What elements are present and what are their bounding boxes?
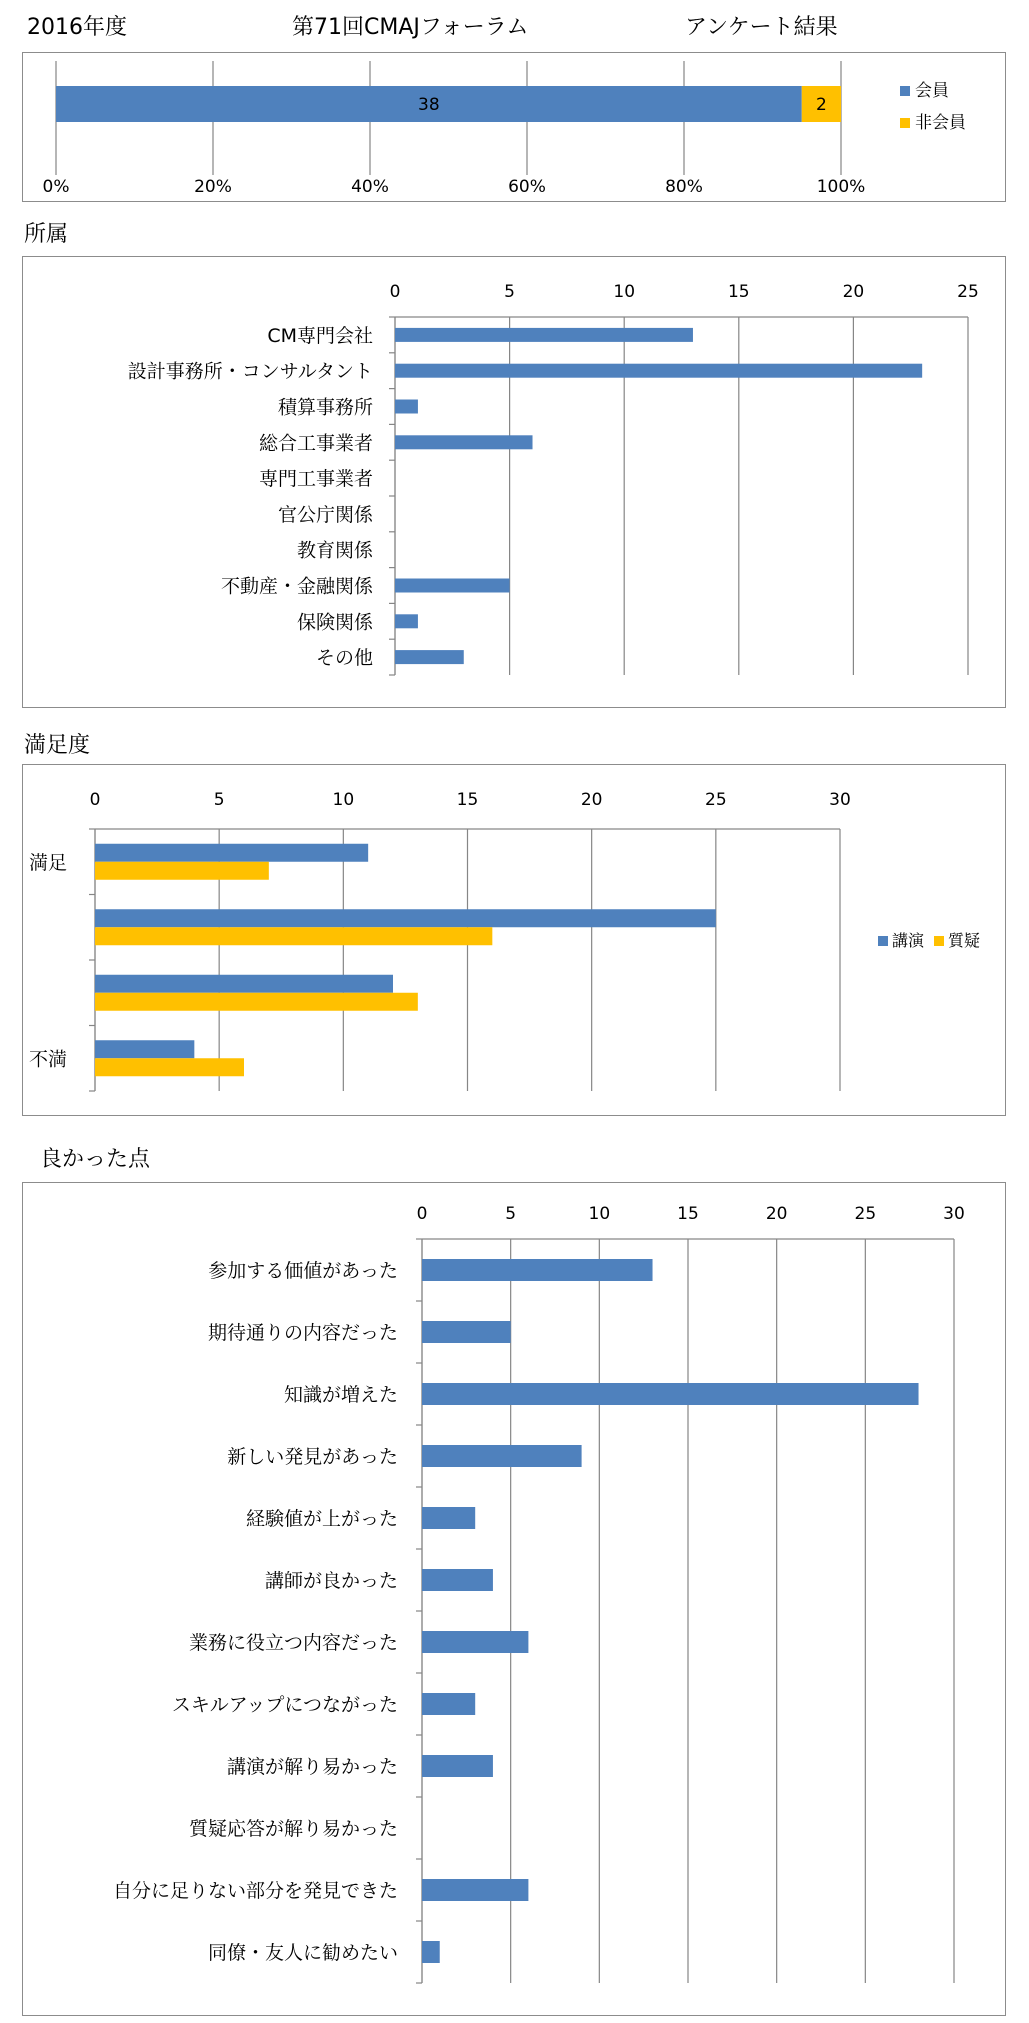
bar xyxy=(95,909,716,927)
header-result-title: アンケート結果 xyxy=(685,15,838,40)
member-ratio-chart xyxy=(23,53,1007,203)
legend-swatch xyxy=(900,86,910,96)
x-tick-label: 15 xyxy=(727,282,750,302)
category-label: 専門工事業者 xyxy=(258,468,373,491)
bar xyxy=(95,1058,244,1076)
bar xyxy=(395,650,464,664)
x-tick-label: 5 xyxy=(505,1204,517,1224)
bar xyxy=(395,328,693,342)
x-tick-label: 15 xyxy=(456,790,479,810)
x-tick-label: 30 xyxy=(943,1204,965,1224)
category-label: 同僚・友人に勧めたい xyxy=(207,1942,398,1964)
category-label: 業務に役立つ内容だった xyxy=(188,1632,398,1654)
x-tick-label: 10 xyxy=(332,790,355,810)
category-label: 積算事務所 xyxy=(277,396,373,419)
satisfaction-chart-frame xyxy=(22,764,1006,1116)
x-tick-label: 40% xyxy=(351,177,389,197)
section-title-affiliation: 所属 xyxy=(24,222,69,247)
bar xyxy=(95,927,492,945)
category-label: 知識が増えた xyxy=(283,1384,398,1406)
bar xyxy=(395,614,418,628)
x-tick-label: 10 xyxy=(588,1204,611,1224)
x-tick-label: 10 xyxy=(613,282,636,302)
category-label: 質疑応答が解り易かった xyxy=(188,1818,398,1840)
legend-swatch xyxy=(934,936,944,946)
bar xyxy=(422,1631,528,1653)
x-tick-label: 0 xyxy=(89,790,101,810)
data-label: 2 xyxy=(815,95,827,115)
bar xyxy=(422,1321,511,1343)
legend-label: 講演 xyxy=(892,931,925,950)
satisfaction-chart xyxy=(23,765,1007,1117)
section-title-satisfaction: 満足度 xyxy=(24,733,91,758)
x-tick-label: 80% xyxy=(665,177,703,197)
legend-label: 会員 xyxy=(915,81,949,101)
good-points-chart xyxy=(23,1183,1007,2017)
category-label: 官公庁関係 xyxy=(277,503,373,526)
legend-label: 非会員 xyxy=(915,113,966,133)
x-tick-label: 20 xyxy=(580,790,603,810)
category-label: 講演が解り易かった xyxy=(226,1756,398,1778)
x-tick-label: 20 xyxy=(842,282,865,302)
x-tick-label: 30 xyxy=(829,790,851,810)
bar xyxy=(95,844,368,862)
header-forum-title: 第71回CMAJフォーラム xyxy=(292,15,529,40)
x-tick-label: 60% xyxy=(508,177,546,197)
category-label: その他 xyxy=(315,647,373,670)
x-tick-label: 100% xyxy=(816,177,866,197)
category-label: 参加する価値があった xyxy=(208,1260,398,1282)
bar xyxy=(422,1383,919,1405)
x-tick-label: 0 xyxy=(416,1204,428,1224)
category-label: 保険関係 xyxy=(296,611,373,634)
legend-swatch xyxy=(900,118,910,128)
category-label: 教育関係 xyxy=(296,539,373,562)
category-label: 満足 xyxy=(29,851,68,874)
bar xyxy=(422,1507,475,1529)
member-ratio-chart-frame xyxy=(22,52,1006,202)
bar xyxy=(395,364,922,378)
x-tick-label: 0 xyxy=(389,282,401,302)
x-tick-label: 15 xyxy=(677,1204,699,1224)
category-label: 総合工事業者 xyxy=(258,432,373,455)
legend-label: 質疑 xyxy=(948,931,981,950)
bar xyxy=(95,975,393,993)
bar xyxy=(95,1040,194,1058)
category-label: CM専門会社 xyxy=(267,324,373,347)
x-tick-label: 5 xyxy=(504,282,516,302)
affiliation-chart-frame xyxy=(22,256,1006,708)
good-points-chart-frame xyxy=(22,1182,1006,2016)
bar xyxy=(395,400,418,414)
category-label: 設計事務所・コンサルタント xyxy=(127,360,373,383)
bar xyxy=(95,993,418,1011)
x-tick-label: 25 xyxy=(957,282,979,302)
bar xyxy=(422,1569,493,1591)
category-label: 不満 xyxy=(29,1048,68,1071)
legend-swatch xyxy=(878,936,888,946)
bar xyxy=(395,435,533,449)
bar xyxy=(95,862,269,880)
bar xyxy=(422,1693,475,1715)
header-year: 2016年度 xyxy=(27,15,127,40)
bar xyxy=(422,1259,653,1281)
affiliation-chart xyxy=(23,257,1007,709)
x-tick-label: 0% xyxy=(42,177,70,197)
x-tick-label: 5 xyxy=(213,790,225,810)
data-label: 38 xyxy=(418,95,440,115)
category-label: 自分に足りない部分を発見できた xyxy=(112,1880,398,1902)
x-tick-label: 20% xyxy=(194,177,232,197)
section-title-good-points: 良かった点 xyxy=(40,1147,151,1172)
category-label: 新しい発見があった xyxy=(227,1446,398,1468)
category-label: 不動産・金融関係 xyxy=(220,575,373,598)
category-label: 経験値が上がった xyxy=(245,1508,398,1530)
x-tick-label: 20 xyxy=(765,1204,788,1224)
bar xyxy=(422,1445,582,1467)
x-tick-label: 25 xyxy=(705,790,727,810)
category-label: 講師が良かった xyxy=(264,1570,398,1592)
bar xyxy=(422,1941,440,1963)
bar xyxy=(422,1755,493,1777)
category-label: 期待通りの内容だった xyxy=(207,1322,398,1344)
category-label: スキルアップにつながった xyxy=(171,1694,398,1716)
bar xyxy=(395,579,510,593)
bar xyxy=(422,1879,528,1901)
x-tick-label: 25 xyxy=(854,1204,877,1224)
